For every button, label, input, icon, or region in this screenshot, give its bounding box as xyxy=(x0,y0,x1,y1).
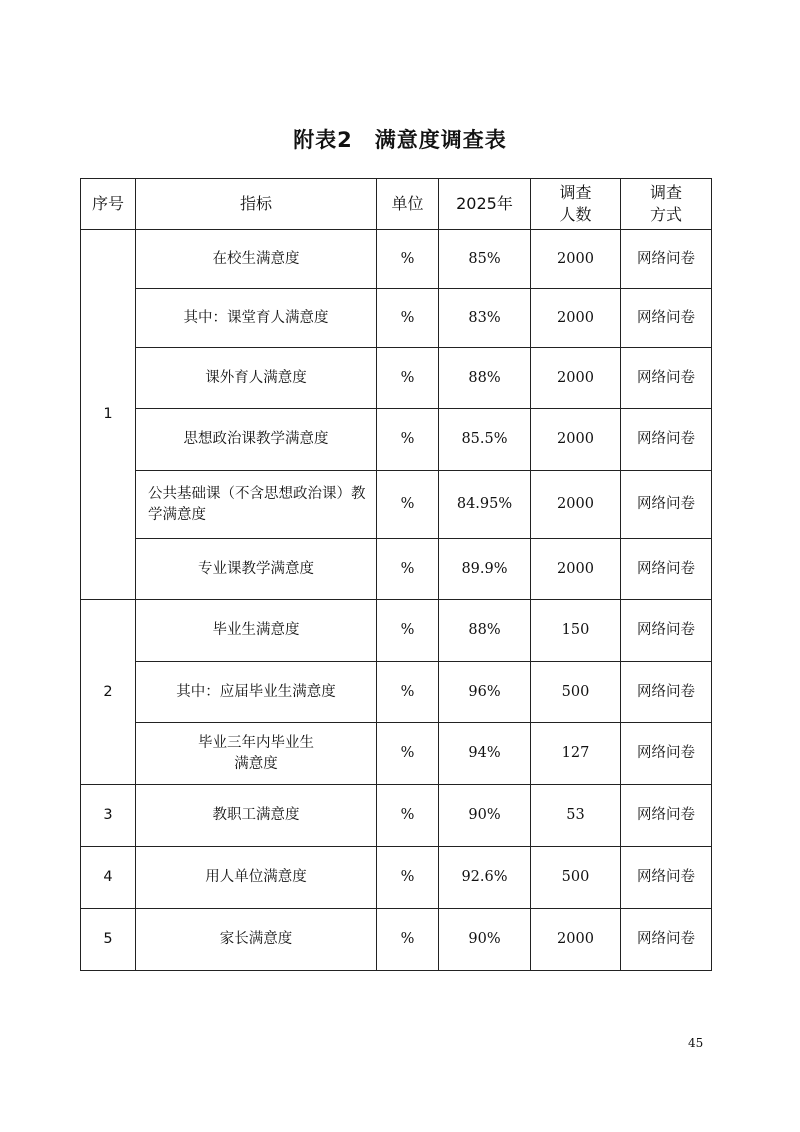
value-cell: 89.9% xyxy=(439,539,531,600)
indicator-cell: 其中：应届毕业生满意度 xyxy=(136,662,377,723)
header-method-line2: 方式 xyxy=(649,205,682,224)
seq-cell: 3 xyxy=(81,785,136,847)
table-row xyxy=(81,289,712,348)
indicator-cell: 用人单位满意度 xyxy=(136,847,377,909)
count-cell: 2000 xyxy=(531,409,621,471)
method-cell: 网络问卷 xyxy=(621,289,712,348)
seq-cell: 5 xyxy=(81,909,136,971)
value-cell: 85.5% xyxy=(439,409,531,471)
value-cell: 96% xyxy=(439,662,531,723)
table-row xyxy=(81,723,712,785)
unit-cell: % xyxy=(377,230,439,289)
unit-cell: % xyxy=(377,539,439,600)
value-cell: 92.6% xyxy=(439,847,531,909)
unit-cell: % xyxy=(377,471,439,539)
table-row xyxy=(81,785,712,847)
count-cell: 500 xyxy=(531,662,621,723)
table-row xyxy=(81,600,712,662)
indicator-cell: 在校生满意度 xyxy=(136,230,377,289)
value-cell: 83% xyxy=(439,289,531,348)
unit-cell: % xyxy=(377,600,439,662)
satisfaction-survey-table xyxy=(80,178,712,971)
header-method-line1: 调查 xyxy=(649,183,682,202)
table-row xyxy=(81,348,712,409)
table-row xyxy=(81,230,712,289)
count-cell: 2000 xyxy=(531,348,621,409)
unit-cell: % xyxy=(377,847,439,909)
unit-cell: % xyxy=(377,785,439,847)
method-cell: 网络问卷 xyxy=(621,539,712,600)
table-header-row xyxy=(81,179,712,230)
header-respondents xyxy=(531,179,621,230)
table-row xyxy=(81,471,712,539)
table-row xyxy=(81,662,712,723)
header-respondents-line2: 人数 xyxy=(559,205,592,224)
method-cell: 网络问卷 xyxy=(621,409,712,471)
value-cell: 84.95% xyxy=(439,471,531,539)
value-cell: 85% xyxy=(439,230,531,289)
count-cell: 2000 xyxy=(531,471,621,539)
method-cell: 网络问卷 xyxy=(621,909,712,971)
page-number: 45 xyxy=(688,1036,704,1050)
count-cell: 150 xyxy=(531,600,621,662)
indicator-cell: 公共基础课（不含思想政治课）教学满意度 xyxy=(136,471,377,539)
header-method xyxy=(621,179,712,230)
page-title: 附表2 满意度调查表 xyxy=(293,128,507,152)
method-cell: 网络问卷 xyxy=(621,348,712,409)
method-cell: 网络问卷 xyxy=(621,785,712,847)
method-cell: 网络问卷 xyxy=(621,471,712,539)
indicator-cell: 毕业生满意度 xyxy=(136,600,377,662)
indicator-cell: 思想政治课教学满意度 xyxy=(136,409,377,471)
table-row xyxy=(81,847,712,909)
table-row xyxy=(81,909,712,971)
seq-cell: 2 xyxy=(81,600,136,785)
count-cell: 2000 xyxy=(531,289,621,348)
unit-cell: % xyxy=(377,409,439,471)
value-cell: 94% xyxy=(439,723,531,785)
table-row xyxy=(81,539,712,600)
value-cell: 88% xyxy=(439,348,531,409)
unit-cell: % xyxy=(377,348,439,409)
header-respondents-line1: 调查 xyxy=(559,183,592,202)
seq-cell: 4 xyxy=(81,847,136,909)
unit-cell: % xyxy=(377,662,439,723)
count-cell: 53 xyxy=(531,785,621,847)
method-cell: 网络问卷 xyxy=(621,230,712,289)
count-cell: 500 xyxy=(531,847,621,909)
indicator-cell: 专业课教学满意度 xyxy=(136,539,377,600)
indicator-cell: 教职工满意度 xyxy=(136,785,377,847)
value-cell: 90% xyxy=(439,909,531,971)
header-seq: 序号 xyxy=(81,179,136,230)
value-cell: 88% xyxy=(439,600,531,662)
method-cell: 网络问卷 xyxy=(621,600,712,662)
header-unit: 单位 xyxy=(377,179,439,230)
unit-cell: % xyxy=(377,909,439,971)
header-year: 2025年 xyxy=(439,179,531,230)
method-cell: 网络问卷 xyxy=(621,662,712,723)
count-cell: 127 xyxy=(531,723,621,785)
header-indicator: 指标 xyxy=(136,179,377,230)
indicator-cell: 课外育人满意度 xyxy=(136,348,377,409)
table-row xyxy=(81,409,712,471)
indicator-cell: 其中：课堂育人满意度 xyxy=(136,289,377,348)
count-cell: 2000 xyxy=(531,230,621,289)
indicator-cell: 家长满意度 xyxy=(136,909,377,971)
count-cell: 2000 xyxy=(531,539,621,600)
method-cell: 网络问卷 xyxy=(621,723,712,785)
method-cell: 网络问卷 xyxy=(621,847,712,909)
value-cell: 90% xyxy=(439,785,531,847)
unit-cell: % xyxy=(377,289,439,348)
count-cell: 2000 xyxy=(531,909,621,971)
indicator-cell: 毕业三年内毕业生满意度 xyxy=(136,723,377,785)
unit-cell: % xyxy=(377,723,439,785)
seq-cell: 1 xyxy=(81,230,136,600)
